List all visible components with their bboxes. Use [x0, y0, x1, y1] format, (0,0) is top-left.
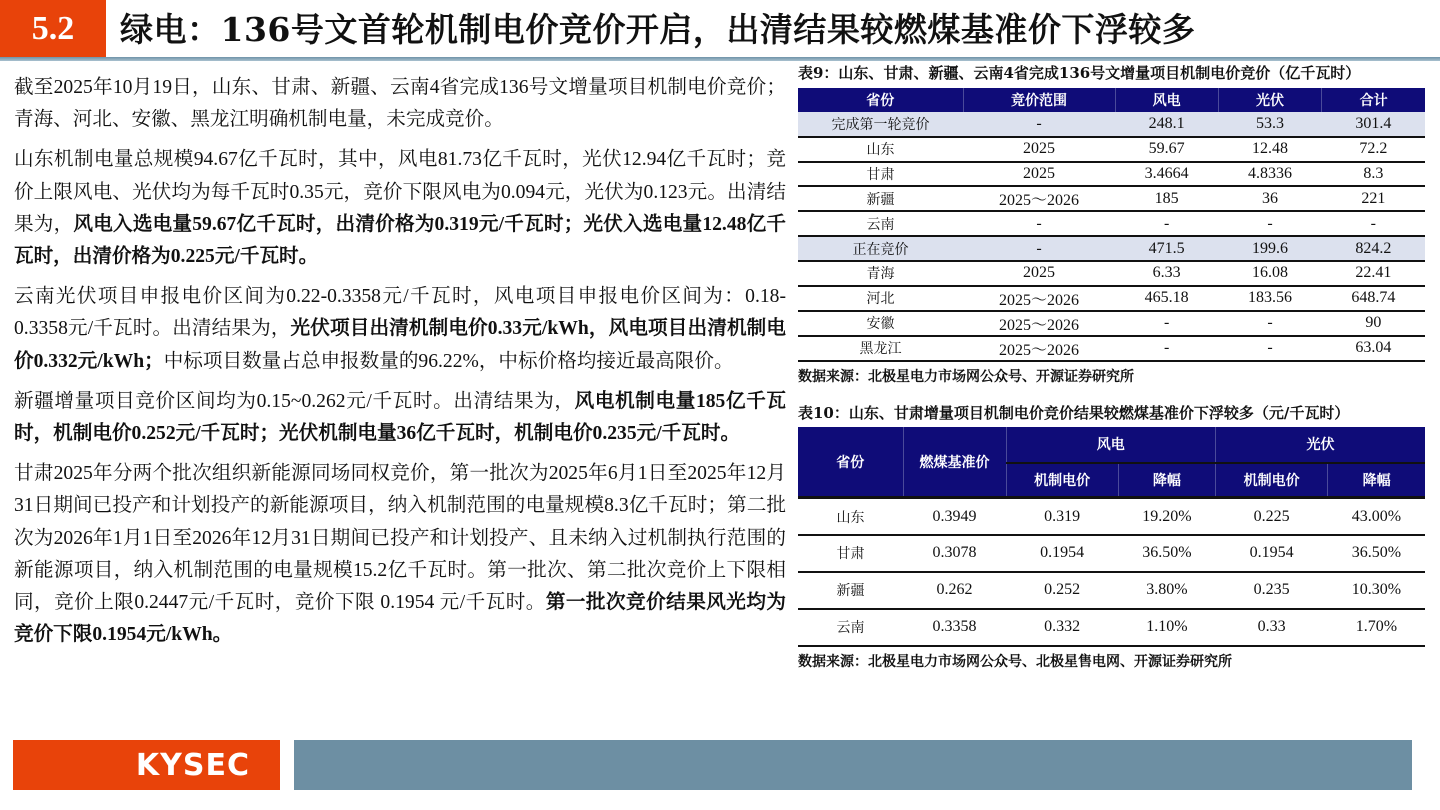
table-cell: 0.262 [903, 572, 1006, 609]
table-cell: 183.56 [1218, 286, 1321, 311]
table-cell: 0.252 [1006, 572, 1118, 609]
row-label: 青海 [798, 261, 963, 286]
table-cell: - [963, 211, 1115, 236]
table-cell: - [1218, 211, 1321, 236]
table-cell: 824.2 [1322, 236, 1425, 261]
row-label: 山东 [798, 498, 903, 535]
column-header: 省份 [798, 88, 963, 112]
table-cell: 0.3949 [903, 498, 1006, 535]
table-row [798, 311, 1425, 336]
table9-caption: 表9：山东、甘肃、新疆、云南4省完成136号文增量项目机制电价竞价（亿千瓦时） [798, 64, 1361, 82]
table-cell: - [1115, 336, 1218, 361]
table-cell: 0.3078 [903, 535, 1006, 572]
text: 云南光伏项目申报电价区间为0.22-0.3358元/千瓦时，风电项目申报电价区间为：0.18-0.3358元/千瓦时。出清结果为， [14, 286, 786, 340]
slide-header [0, 0, 1440, 60]
table-cell: 3.80% [1118, 572, 1215, 609]
bold-text: 风电入选电量59.67亿千瓦时，出清价格为0.319元/千瓦时；光伏入选电量12.48亿千瓦时，出清价格为0.225元/千瓦时。 [14, 213, 787, 268]
kysec-logo [13, 740, 280, 790]
row-label: 黑龙江 [798, 336, 963, 361]
logo-text: KYSEC [135, 747, 250, 783]
col-solar-decline: 降幅 [1328, 463, 1425, 498]
row-label: 正在竞价 [798, 236, 963, 261]
table-cell: - [1115, 311, 1218, 336]
section-number-badge: 5.2 [0, 0, 106, 58]
column-header: 光伏 [1218, 88, 1321, 112]
paragraph [14, 144, 786, 273]
paragraph [14, 386, 786, 450]
row-label: 云南 [798, 609, 903, 646]
table-cell: 0.332 [1006, 609, 1118, 646]
bold-text: 光伏项目出清机制电价0.33元/kWh，风电项目出清机制电价0.332元/kWh； [14, 318, 786, 372]
text: 新疆增量项目竞价区间均为0.15~0.262元/千瓦时。出清结果为， [14, 390, 575, 412]
col-coal-benchmark: 燃煤基准价 [903, 427, 1006, 498]
text: 中标项目数量占总申报数量的96.22%，中标价格均接近最高限价。 [163, 350, 734, 372]
table-row [798, 261, 1425, 286]
table-cell: 2025 [963, 162, 1115, 187]
table-cell: 0.235 [1215, 572, 1327, 609]
table-row [798, 498, 1425, 535]
table9-header-row [798, 88, 1425, 112]
table-cell: 0.1954 [1006, 535, 1118, 572]
subtotal-row [798, 236, 1425, 261]
table-cell: - [1322, 211, 1425, 236]
row-label: 云南 [798, 211, 963, 236]
table-cell: 2025～2026 [963, 311, 1115, 336]
row-label: 甘肃 [798, 535, 903, 572]
table-row [798, 211, 1425, 236]
table-cell: 2025 [963, 137, 1115, 162]
table-cell: 248.1 [1115, 112, 1218, 137]
table-cell: 43.00% [1328, 498, 1425, 535]
table-cell: 19.20% [1118, 498, 1215, 535]
column-header: 合计 [1322, 88, 1425, 112]
table-cell: 72.2 [1322, 137, 1425, 162]
table-row [798, 186, 1425, 211]
table-cell: 0.319 [1006, 498, 1118, 535]
table-row [798, 137, 1425, 162]
table-row [798, 572, 1425, 609]
table-row [798, 609, 1425, 646]
table-cell: 53.3 [1218, 112, 1321, 137]
table-cell: 10.30% [1328, 572, 1425, 609]
table-cell: 36.50% [1328, 535, 1425, 572]
table-cell: 0.3358 [903, 609, 1006, 646]
table-cell: 16.08 [1218, 261, 1321, 286]
table-cell: 199.6 [1218, 236, 1321, 261]
table9-source: 数据来源：北极星电力市场网公众号、开源证券研究所 [798, 368, 1134, 385]
row-label: 安徽 [798, 311, 963, 336]
table-cell: - [963, 112, 1115, 137]
table-cell: - [963, 236, 1115, 261]
table-cell: 221 [1322, 186, 1425, 211]
title-divider [0, 57, 1440, 61]
table10-source: 数据来源：北极星电力市场网公众号、北极星售电网、开源证券研究所 [798, 653, 1232, 670]
table-cell: 63.04 [1322, 336, 1425, 361]
table-cell: 185 [1115, 186, 1218, 211]
col-group-solar: 光伏 [1215, 427, 1425, 463]
table-cell: 2025～2026 [963, 186, 1115, 211]
bold-text: 第一批次竞价结果风光均为竞价下限0.1954元/kWh。 [14, 592, 787, 646]
table-cell: 4.8336 [1218, 162, 1321, 187]
bold-text: 风电机制电量185亿千瓦时，机制电价0.252元/千瓦时；光伏机制电量36亿千瓦时，机制电价0.235元/千瓦时。 [14, 390, 786, 445]
table-cell: - [1218, 336, 1321, 361]
table10 [798, 427, 1425, 647]
table-cell: 12.48 [1218, 137, 1321, 162]
table10-header-row-1 [798, 427, 1425, 463]
row-label: 河北 [798, 286, 963, 311]
row-label: 山东 [798, 137, 963, 162]
footer-bar [294, 740, 1412, 790]
table-cell: 1.70% [1328, 609, 1425, 646]
table-cell: 648.74 [1322, 286, 1425, 311]
table-cell: 22.41 [1322, 261, 1425, 286]
table-cell: 301.4 [1322, 112, 1425, 137]
row-label: 甘肃 [798, 162, 963, 187]
table-cell: 36.50% [1118, 535, 1215, 572]
col-province: 省份 [798, 427, 903, 498]
col-solar-mech-price: 机制电价 [1215, 463, 1327, 498]
table-row [798, 286, 1425, 311]
table-cell: 0.1954 [1215, 535, 1327, 572]
table-cell: 59.67 [1115, 137, 1218, 162]
table-cell: 465.18 [1115, 286, 1218, 311]
paragraph [14, 281, 786, 378]
row-label: 新疆 [798, 186, 963, 211]
table-cell: 1.10% [1118, 609, 1215, 646]
text: 甘肃2025年分两个批次组织新能源同场同权竞价，第一批次为2025年6月1日至2025年12月31日期间已投产和计划投产的新能源项目，纳入机制范围的电量规模8.3亿千瓦时；第二批次为2026年1月1日至2026年12月31日期间已投产和计划投产、且未纳入过机制执行范围的新能源项目，纳入机制范围的电量规模15.2亿千瓦时。第一批次、第二批次竞价上下限相同，竞价上限0.2447元/千瓦时，竞价下限 0.1954 元/千瓦时。 [14, 463, 786, 614]
table-cell: - [1218, 311, 1321, 336]
table-cell: 2025 [963, 261, 1115, 286]
table-cell: 6.33 [1115, 261, 1218, 286]
body-text-column [14, 72, 786, 659]
table-cell: 90 [1322, 311, 1425, 336]
table-cell: 2025～2026 [963, 286, 1115, 311]
table-cell: - [1115, 211, 1218, 236]
text: 山东机制电量总规模94.67亿千瓦时，其中，风电81.73亿千瓦时，光伏12.94亿千瓦时；竞价上限风电、光伏均为每千瓦时0.35元，竞价下限风电为0.094元，光伏为0.123元。出清结果为， [14, 149, 786, 235]
paragraph [14, 458, 786, 651]
col-wind-decline: 降幅 [1118, 463, 1215, 498]
table-row [798, 162, 1425, 187]
text: 截至2025年10月19日，山东、甘肃、新疆、云南4省完成136号文增量项目机制电价竞价；青海、河北、安徽、黑龙江明确机制电量，未完成竞价。 [14, 77, 786, 131]
row-label: 完成第一轮竞价 [798, 112, 963, 137]
table-cell: 8.3 [1322, 162, 1425, 187]
row-label: 新疆 [798, 572, 903, 609]
table-cell: 0.33 [1215, 609, 1327, 646]
table-row [798, 336, 1425, 361]
table-cell: 36 [1218, 186, 1321, 211]
subtotal-row [798, 112, 1425, 137]
col-wind-mech-price: 机制电价 [1006, 463, 1118, 498]
table-row [798, 535, 1425, 572]
table10-caption: 表10：山东、甘肃增量项目机制电价竞价结果较燃煤基准价下浮较多（元/千瓦时） [798, 403, 1350, 422]
column-header: 风电 [1115, 88, 1218, 112]
page-title: 绿电：136号文首轮机制电价竞价开启，出清结果较燃煤基准价下浮较多 [120, 10, 1196, 49]
column-header: 竞价范围 [963, 88, 1115, 112]
table-cell: 2025～2026 [963, 336, 1115, 361]
table-cell: 3.4664 [1115, 162, 1218, 187]
table-cell: 471.5 [1115, 236, 1218, 261]
table-cell: 0.225 [1215, 498, 1327, 535]
col-group-wind: 风电 [1006, 427, 1215, 463]
table9 [798, 88, 1425, 362]
paragraph [14, 72, 786, 136]
tables-column [798, 62, 1425, 673]
